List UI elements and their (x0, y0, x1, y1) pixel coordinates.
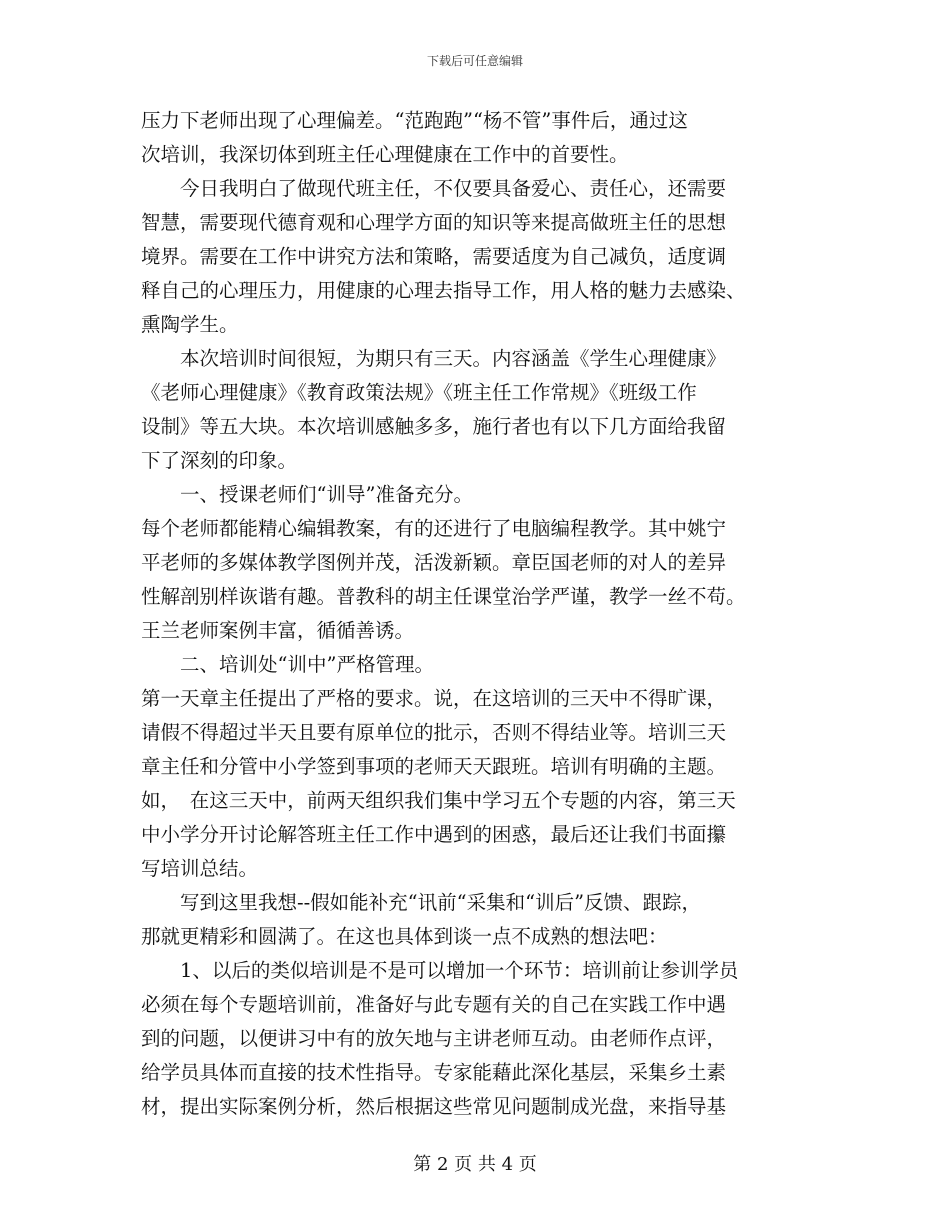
page-number-footer: 第 2 页 共 4 页 (413, 1154, 537, 1175)
page-header: 下载后可任意编辑 (426, 54, 523, 68)
text-line: 给学员具体而直接的技术性指导。专家能藉此深化基层，采集乡土素 (141, 1061, 727, 1084)
text-line: 王兰老师案例丰富，循循善诱。 (141, 619, 415, 642)
text-line: 中小学分开讨论解答班主任工作中遇到的困惑，最后还让我们书面攥 (141, 823, 727, 846)
text-line: 请假不得超过半天且要有原单位的批示，否则不得结业等。培训三天 (141, 721, 727, 744)
text-line: 材，提出实际案例分析，然后根据这些常见问题制成光盘，来指导基 (141, 1095, 727, 1118)
text-line: 《老师心理健康》《教育政策法规》《班主任工作常规》《班级工作 (141, 381, 697, 404)
section-heading: 二、培训处“训中”严格管理。 (141, 653, 434, 676)
text-line: 平老师的多媒体教学图例并茂，活泼新颖。章臣国老师的对人的差异 (141, 551, 727, 574)
text-line: 设制》等五大块。本次培训感触多多，施行者也有以下几方面给我留 (141, 415, 727, 438)
text-line: 第一天章主任提出了严格的要求。说，在这培训的三天中不得旷课， (141, 687, 727, 710)
section-heading: 一、授课老师们“训导”准备充分。 (141, 483, 473, 506)
text-line: 次培训，我深切体到班主任心理健康在工作中的首要性。 (141, 143, 629, 166)
text-line: 章主任和分管中小学签到事项的老师天天跟班。培训有明确的主题。 (141, 755, 727, 778)
text-line: 性解剖别样诙谐有趣。普教科的胡主任课堂治学严谨，教学一丝不苟。 (141, 585, 746, 608)
text-line: 如， 在这三天中，前两天组织我们集中学习五个专题的内容，第三天 (141, 789, 736, 812)
text-line: 智慧，需要现代德育观和心理学方面的知识等来提高做班主任的思想 (141, 211, 727, 234)
text-line: 今日我明白了做现代班主任，不仅要具备爱心、责任心，还需要 (141, 177, 727, 200)
text-line: 释自己的心理压力，用健康的心理去指导工作，用人格的魅力去感染、 (141, 279, 746, 302)
text-line: 熏陶学生。 (141, 313, 239, 336)
text-line: 写培训总结。 (141, 857, 259, 880)
text-line: 那就更精彩和圆满了。在这也具体到谈一点不成熟的想法吧： (141, 925, 668, 948)
text-line: 到的问题，以便讲习中有的放矢地与主讲老师互动。由老师作点评， (141, 1027, 727, 1050)
text-line: 必须在每个专题培训前，准备好与此专题有关的自己在实践工作中遇 (141, 993, 727, 1016)
text-line: 本次培训时间很短，为期只有三天。内容涵盖《学生心理健康》 (141, 347, 727, 370)
text-line: 1、以后的类似培训是不是可以增加一个环节：培训前让参训学员 (141, 959, 739, 982)
text-line: 境界。需要在工作中讲究方法和策略，需要适度为自己减负，适度调 (141, 245, 727, 268)
document-body (141, 104, 811, 1124)
text-line: 每个老师都能精心编辑教案，有的还进行了电脑编程教学。其中姚宁 (141, 517, 727, 540)
text-line: 压力下老师出现了心理偏差。“范跑跑”“杨不管”事件后，通过这 (141, 109, 688, 132)
text-line: 写到这里我想--假如能补充“讯前“采集和“训后”反馈、跟踪， (141, 891, 702, 914)
text-line: 下了深刻的印象。 (141, 449, 298, 472)
